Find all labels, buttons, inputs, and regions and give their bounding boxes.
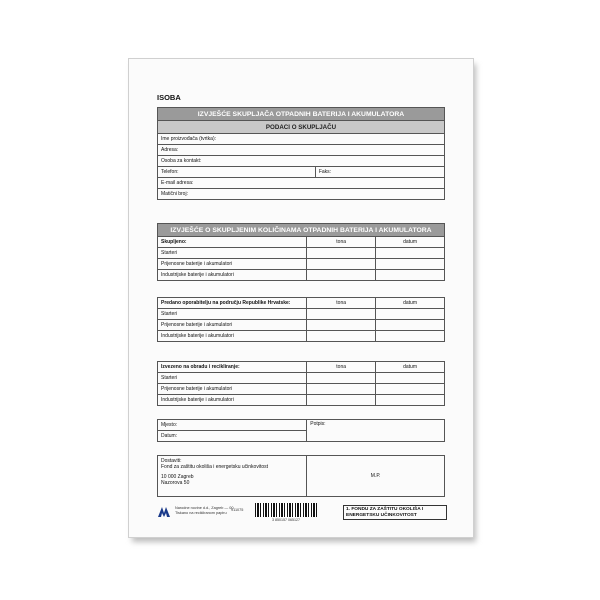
- tons-cell[interactable]: [307, 320, 376, 331]
- publisher-line2: Tiskano na recikliranom papiru: [175, 511, 227, 515]
- row-starters: Starteri: [158, 248, 307, 259]
- collector-subtitle: PODACI O SKUPLJAČU: [158, 121, 445, 134]
- publisher-line1: Narodne novine d.d., Zagreb — 00.: [175, 506, 235, 510]
- handed-over-table: [157, 297, 445, 342]
- handed-over-label: Predano oporabitelju na području Republike Hrvatske:: [158, 298, 307, 309]
- copy-line2: ENERGETSKU UČINKOVITOST: [346, 512, 417, 518]
- row-portable: Prijenosne baterije i akumulatori: [158, 384, 307, 395]
- collector-info-table: [157, 107, 445, 200]
- date-field[interactable]: Datum:: [158, 431, 307, 442]
- signature-field[interactable]: Potpis:: [307, 420, 445, 442]
- date-cell[interactable]: [376, 331, 445, 342]
- form-number: 911075: [231, 508, 244, 512]
- row-starters: Starteri: [158, 309, 307, 320]
- contact-field[interactable]: Osoba za kontakt:: [158, 156, 445, 167]
- reg-no-field[interactable]: Matični broj:: [158, 189, 445, 200]
- date-header: datum: [376, 362, 445, 373]
- date-cell[interactable]: [376, 395, 445, 406]
- form-code: ISOBA: [157, 93, 181, 102]
- email-field[interactable]: E-mail adresa:: [158, 178, 445, 189]
- signature-table: [157, 419, 445, 442]
- tons-cell[interactable]: [307, 384, 376, 395]
- publisher-logo-icon: [157, 505, 171, 519]
- producer-name-field[interactable]: Ime proizvođača (tvrtka):: [158, 134, 445, 145]
- copy-destination: [343, 505, 447, 520]
- tons-header: tona: [307, 362, 376, 373]
- date-cell[interactable]: [376, 270, 445, 281]
- tons-cell[interactable]: [307, 331, 376, 342]
- stamp-area: [307, 456, 445, 497]
- collected-label: Skupljeno:: [158, 237, 307, 248]
- report-title: IZVJEŠĆE SKUPLJAČA OTPADNIH BATERIJA I AKUMULATORA: [158, 108, 445, 121]
- exported-table: [157, 361, 445, 406]
- tons-header: tona: [307, 237, 376, 248]
- tons-cell[interactable]: [307, 259, 376, 270]
- place-field[interactable]: Mjesto:: [158, 420, 307, 431]
- address-field[interactable]: Adresa:: [158, 145, 445, 156]
- delivery-address: [158, 456, 307, 497]
- fax-field[interactable]: Faks:: [315, 167, 444, 178]
- tons-cell[interactable]: [307, 373, 376, 384]
- tons-cell[interactable]: [307, 395, 376, 406]
- date-cell[interactable]: [376, 259, 445, 270]
- footer: [157, 503, 445, 525]
- date-cell[interactable]: [376, 384, 445, 395]
- date-header: datum: [376, 237, 445, 248]
- row-industrial: Industrijske baterije i akumulatori: [158, 395, 307, 406]
- date-header: datum: [376, 298, 445, 309]
- row-portable: Prijenosne baterije i akumulatori: [158, 320, 307, 331]
- date-cell[interactable]: [376, 309, 445, 320]
- date-cell[interactable]: [376, 373, 445, 384]
- phone-field[interactable]: Telefon:: [158, 167, 316, 178]
- date-cell[interactable]: [376, 248, 445, 259]
- date-cell[interactable]: [376, 320, 445, 331]
- copy-line1: 1. FONDU ZA ZAŠTITU OKOLIŠA I: [346, 507, 424, 512]
- tons-header: tona: [307, 298, 376, 309]
- collected-table: [157, 223, 445, 281]
- row-industrial: Industrijske baterije i akumulatori: [158, 331, 307, 342]
- tons-cell[interactable]: [307, 309, 376, 320]
- delivery-line1: Fond za zaštitu okoliša i energetsku učinkovitost: [161, 464, 268, 470]
- barcode-number: 3 850157 065127: [272, 518, 300, 522]
- row-industrial: Industrijske baterije i akumulatori: [158, 270, 307, 281]
- delivery-line3: Nazorova 50: [161, 480, 190, 486]
- publisher-info: [175, 506, 235, 516]
- delivery-line2: 10 000 Zagreb: [161, 474, 194, 480]
- row-starters: Starteri: [158, 373, 307, 384]
- delivery-table: [157, 455, 445, 497]
- row-portable: Prijenosne baterije i akumulatori: [158, 259, 307, 270]
- tons-cell[interactable]: [307, 248, 376, 259]
- quantities-title: IZVJEŠĆE O SKUPLJENIM KOLIČINAMA OTPADNIH BATERIJA I AKUMULATORA: [158, 224, 445, 237]
- tons-cell[interactable]: [307, 270, 376, 281]
- exported-label: Izvezeno na obradu i recikliranje:: [158, 362, 307, 373]
- form-sheet: [128, 58, 474, 538]
- delivery-label: Dostaviti:: [161, 458, 182, 464]
- stamp-label: M.P.: [370, 473, 381, 479]
- barcode-icon: [255, 503, 317, 517]
